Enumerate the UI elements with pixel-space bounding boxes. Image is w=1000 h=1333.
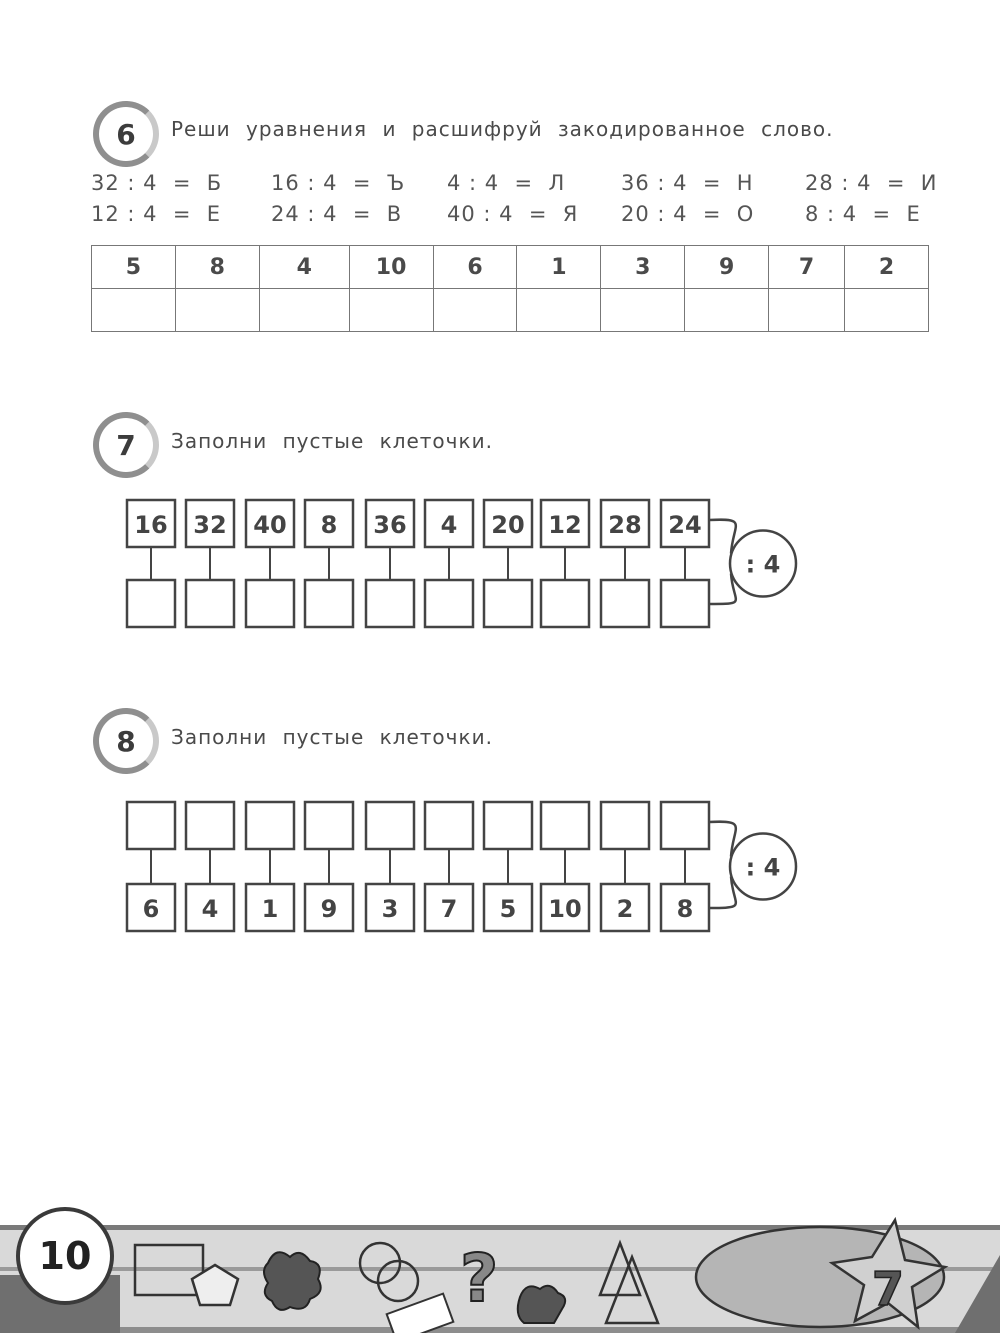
task-8-number: 8 — [116, 724, 136, 758]
footer-decoration — [0, 1215, 1000, 1333]
cipher-number-cell: 1 — [517, 246, 601, 289]
task-8-bottom-value: 9 — [320, 895, 338, 923]
task-8-bottom-value: 3 — [381, 895, 399, 923]
task-7-top-value: 16 — [134, 511, 168, 539]
footer-bottom-line — [0, 1327, 1000, 1333]
task-7-top-value: 8 — [320, 511, 338, 539]
task-8-bottom-value: 8 — [676, 895, 694, 923]
equation: 12 : 4 = Е — [91, 202, 222, 226]
page-number: 10 — [38, 1234, 92, 1278]
task-8-top-box[interactable] — [425, 802, 473, 849]
task-8-bottom-value: 1 — [261, 895, 279, 923]
task-8-title: Заполни пустые клеточки. — [171, 725, 493, 749]
equation: 32 : 4 = Б — [91, 171, 223, 195]
task-7-title: Заполни пустые клеточки. — [171, 429, 493, 453]
cipher-number-cell: 4 — [259, 246, 349, 289]
task-8-bottom-value: 4 — [201, 895, 219, 923]
puzzle-icon — [518, 1286, 565, 1323]
task-7-top-value: 40 — [253, 511, 287, 539]
cipher-number-cell: 8 — [175, 246, 259, 289]
task-7-top-value: 4 — [440, 511, 458, 539]
equation: 16 : 4 = Ъ — [271, 171, 406, 195]
equation: 28 : 4 = И — [805, 171, 938, 195]
task-8-top-box[interactable] — [661, 802, 709, 849]
cipher-number-cell: 2 — [845, 246, 929, 289]
task-7-top-value: 32 — [193, 511, 227, 539]
cipher-number-cell: 6 — [433, 246, 517, 289]
task-8-bottom-value: 2 — [616, 895, 634, 923]
task-7-top-value: 28 — [608, 511, 642, 539]
equation: 8 : 4 = Е — [805, 202, 921, 226]
equation: 36 : 4 = Н — [621, 171, 754, 195]
page-number-badge — [16, 1207, 114, 1305]
task-8-arc-top — [709, 822, 736, 857]
task-8-bottom-value: 6 — [142, 895, 160, 923]
task-7-top-value: 20 — [491, 511, 525, 539]
task-6-number: 6 — [116, 117, 136, 151]
cipher-number-cell: 3 — [601, 246, 685, 289]
cipher-number-cell: 9 — [685, 246, 769, 289]
task-8-top-box[interactable] — [127, 802, 175, 849]
task-8-top-box[interactable] — [186, 802, 234, 849]
equation: 4 : 4 = Л — [447, 171, 566, 195]
cipher-number-cell: 7 — [769, 246, 845, 289]
cipher-number-cell: 10 — [349, 246, 433, 289]
equation: 20 : 4 = О — [621, 202, 755, 226]
task-8-top-box[interactable] — [541, 802, 589, 849]
task-8-bottom-value: 5 — [499, 895, 517, 923]
task-8-top-box[interactable] — [246, 802, 294, 849]
task-8-top-box[interactable] — [366, 802, 414, 849]
task-8-bottom-value: 7 — [440, 895, 458, 923]
task-8-arc-bottom — [709, 877, 736, 909]
task-8-top-box[interactable] — [484, 802, 532, 849]
task-8-operator: : 4 — [745, 853, 781, 882]
task-7-top-value: 36 — [373, 511, 407, 539]
star-number: 7 — [872, 1262, 905, 1316]
task-6-title: Реши уравнения и расшифруй закодированное слово. — [171, 117, 834, 141]
question-mark-icon: ? — [460, 1240, 499, 1317]
task-7-top-value: 24 — [668, 511, 702, 539]
task-8-bottom-value: 10 — [548, 895, 582, 923]
cipher-number-cell: 5 — [92, 246, 176, 289]
task-7-number: 7 — [116, 428, 136, 462]
task-8-top-box[interactable] — [601, 802, 649, 849]
equation: 40 : 4 = Я — [447, 202, 579, 226]
equation: 24 : 4 = В — [271, 202, 403, 226]
task-7-operator: : 4 — [745, 550, 781, 579]
task-8-top-box[interactable] — [305, 802, 353, 849]
task-7-top-value: 12 — [548, 511, 582, 539]
